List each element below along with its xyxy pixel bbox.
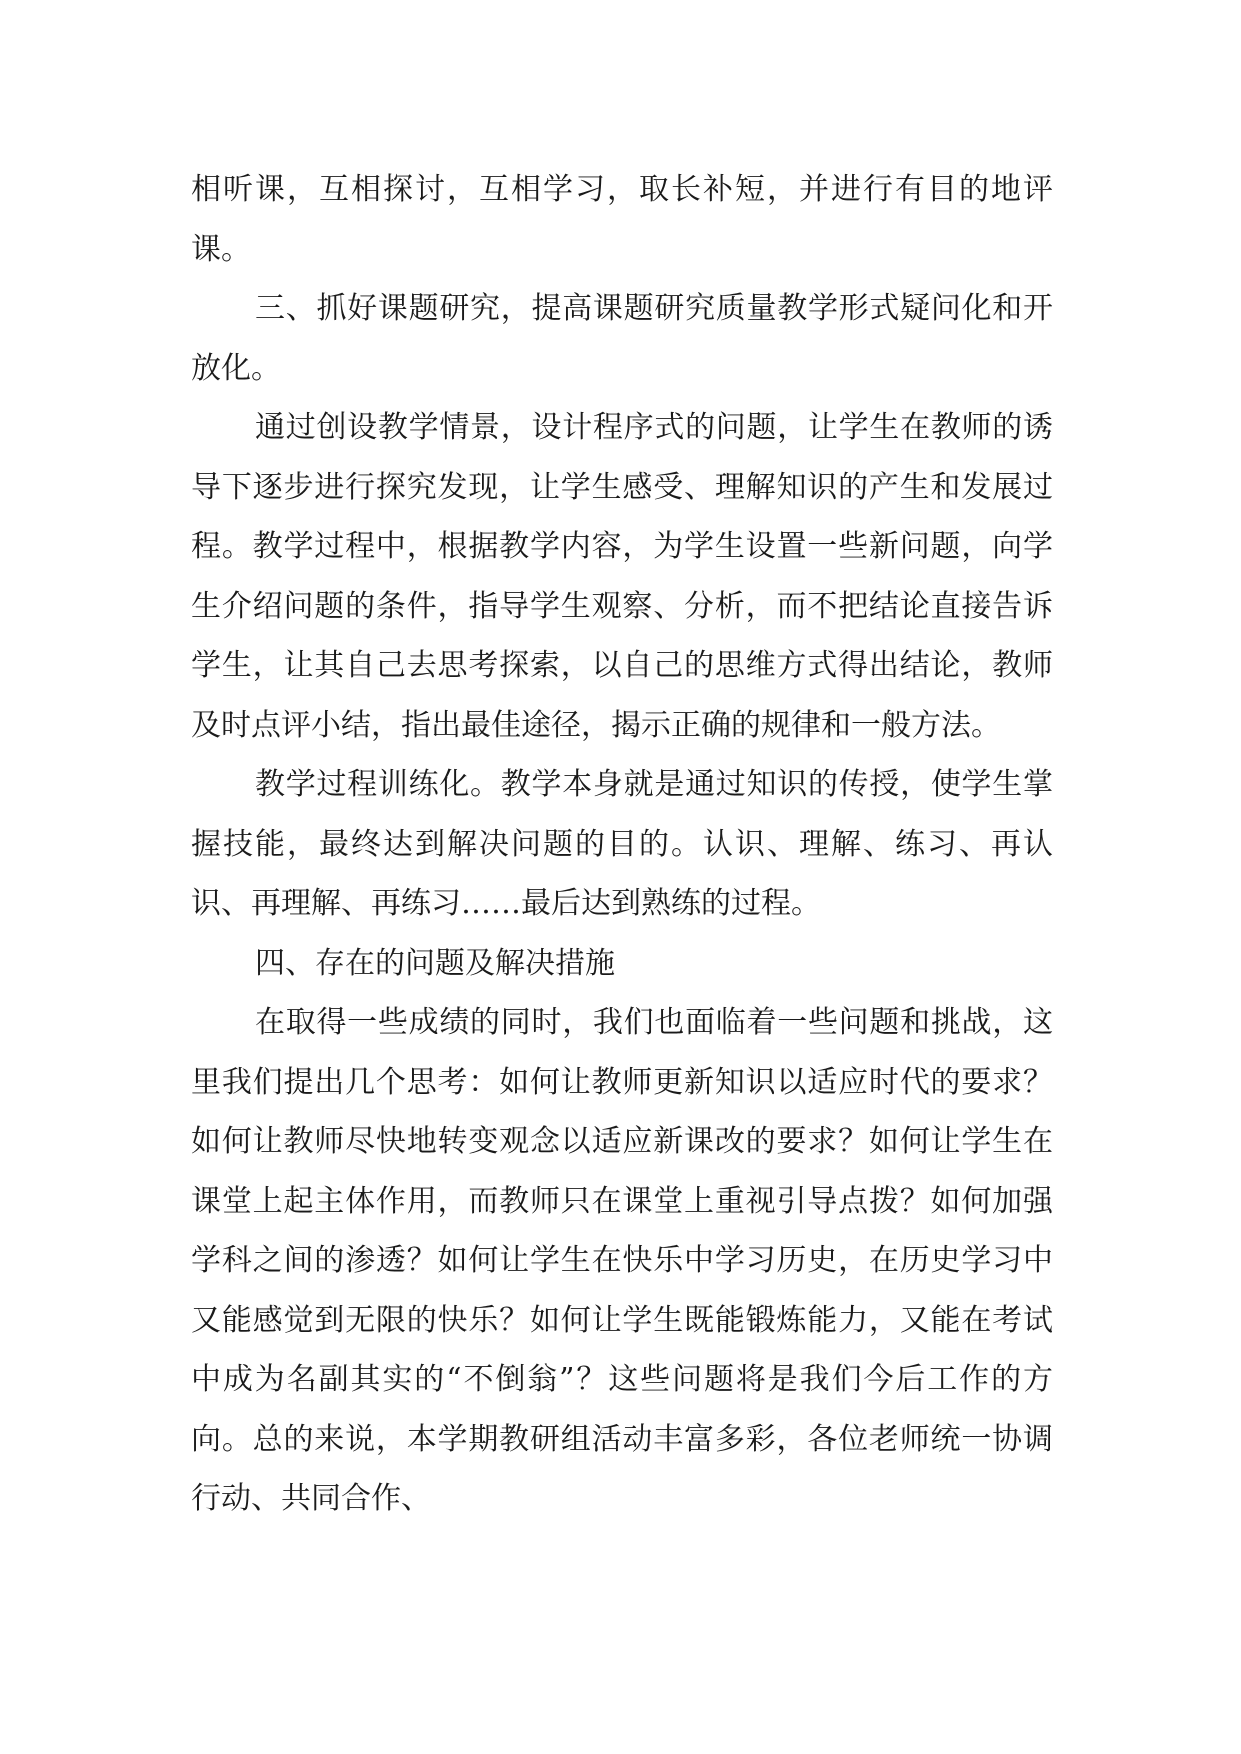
- paragraph-problems: 在取得一些成绩的同时，我们也面临着一些问题和挑战，这里我们提出几个思考：如何让教师更新知识以适应时代的要求？如何让教师尽快地转变观念以适应新课改的要求？如何让学生在课堂上起主体作用，而教师只在课堂上重视引导点拨？如何加强学科之间的渗透？如何让学生在快乐中学习历史，在历史学习中又能感觉到无限的快乐？如何让学生既能锻炼能力，又能在考试中成为名副其实的“不倒翁”？这些问题将是我们今后工作的方向。总的来说，本学期教研组活动丰富多彩，各位老师统一协调行动、共同合作、: [191, 1005, 1053, 1516]
- paragraph-training: 教学过程训练化。教学本身就是通过知识的传授，使学生掌握技能，最终达到解决问题的目的。认识、理解、练习、再认识、再理解、再练习……最后达到熟练的过程。: [191, 767, 1053, 921]
- document-body: [191, 160, 1053, 1529]
- paragraph-continuation: 相听课，互相探讨，互相学习，取长补短，并进行有目的地评课。: [191, 172, 1053, 267]
- section-heading-three: 三、抓好课题研究，提高课题研究质量教学形式疑问化和开放化。: [191, 291, 1053, 386]
- section-heading-four: 四、存在的问题及解决措施: [255, 945, 615, 981]
- paragraph-teaching-scenario: 通过创设教学情景，设计程序式的问题，让学生在教师的诱导下逐步进行探究发现，让学生感受、理解知识的产生和发展过程。教学过程中，根据教学内容，为学生设置一些新问题，向学生介绍问题的条件，指导学生观察、分析，而不把结论直接告诉学生，让其自己去思考探索，以自己的思维方式得出结论，教师及时点评小结，指出最佳途径，揭示正确的规律和一般方法。: [191, 410, 1053, 743]
